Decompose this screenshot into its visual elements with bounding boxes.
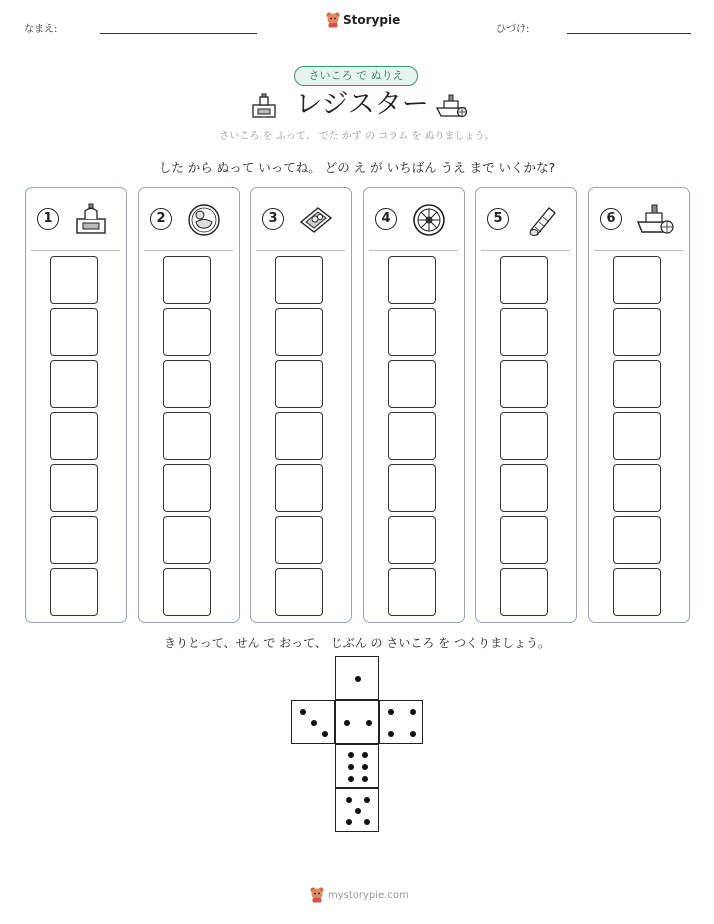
- dice-face: [335, 700, 379, 744]
- column-2: [138, 187, 240, 623]
- color-cell[interactable]: [275, 412, 323, 460]
- column-6: [588, 187, 690, 623]
- subtitle: さいころ を ふって、 でた かず の コラム を ぬりましょう。: [219, 131, 495, 142]
- date-label: ひづけ:: [496, 24, 530, 35]
- brand-name: Storypie: [343, 13, 401, 27]
- bear-icon: [326, 12, 340, 28]
- column-divider: [594, 250, 683, 251]
- color-cell[interactable]: [613, 464, 661, 512]
- column-number: 3: [262, 208, 284, 230]
- color-cell[interactable]: [50, 568, 98, 616]
- color-cell[interactable]: [50, 464, 98, 512]
- register-icon: [73, 202, 109, 238]
- color-cell[interactable]: [275, 360, 323, 408]
- color-cell[interactable]: [500, 412, 548, 460]
- dice-pip: [355, 676, 361, 682]
- column-divider: [481, 250, 570, 251]
- wheel-icon: [411, 202, 447, 238]
- date-line: [567, 33, 691, 34]
- column-divider: [144, 250, 233, 251]
- color-cell[interactable]: [500, 568, 548, 616]
- color-cell[interactable]: [500, 464, 548, 512]
- color-cell[interactable]: [500, 360, 548, 408]
- color-cell[interactable]: [500, 516, 548, 564]
- color-cell[interactable]: [388, 464, 436, 512]
- activity-tag: さいころ で ぬりえ: [294, 66, 418, 86]
- color-cell[interactable]: [50, 308, 98, 356]
- color-cell[interactable]: [163, 464, 211, 512]
- dice-pip: [410, 731, 416, 737]
- name-line: [100, 33, 257, 34]
- color-cell[interactable]: [613, 568, 661, 616]
- dice-face: [335, 744, 379, 788]
- dice-face: [335, 788, 379, 832]
- dice-pip: [348, 752, 354, 758]
- column-divider: [369, 250, 458, 251]
- dice-pip: [346, 797, 352, 803]
- dice-pip: [300, 709, 306, 715]
- footer-url: mystorypie.com: [328, 889, 409, 901]
- color-cell[interactable]: [388, 568, 436, 616]
- dice-pip: [364, 797, 370, 803]
- color-cell[interactable]: [388, 516, 436, 564]
- dice-pip: [362, 764, 368, 770]
- dice-pip: [346, 819, 352, 825]
- color-cell[interactable]: [275, 464, 323, 512]
- dice-face: [291, 700, 335, 744]
- duck-coin-icon: [186, 202, 222, 238]
- color-cell[interactable]: [388, 256, 436, 304]
- boat-icon: [636, 202, 676, 238]
- column-number: 2: [150, 208, 172, 230]
- dice-pip: [364, 819, 370, 825]
- color-cell[interactable]: [388, 360, 436, 408]
- dice-pip: [322, 731, 328, 737]
- page-title: レジスター: [295, 89, 429, 120]
- name-label: なまえ:: [24, 24, 58, 35]
- color-cell[interactable]: [163, 256, 211, 304]
- column-number: 1: [37, 208, 59, 230]
- dice-pip: [366, 720, 372, 726]
- color-cell[interactable]: [275, 308, 323, 356]
- brand-logo: [326, 12, 400, 28]
- color-cell[interactable]: [163, 412, 211, 460]
- color-cell[interactable]: [613, 516, 661, 564]
- column-4: [363, 187, 465, 623]
- color-cell[interactable]: [50, 412, 98, 460]
- color-cell[interactable]: [613, 256, 661, 304]
- column-divider: [31, 250, 120, 251]
- footer: [310, 887, 409, 903]
- dice-pip: [388, 731, 394, 737]
- coin-tray-icon: [298, 202, 334, 238]
- coin-roll-icon: [523, 202, 559, 238]
- dice-pip: [362, 776, 368, 782]
- column-number: 4: [375, 208, 397, 230]
- cutout-instruction: きりとって、せん で おって、 じぶん の さいころ を つくりましょう。: [164, 636, 550, 650]
- color-cell[interactable]: [388, 308, 436, 356]
- dice-pip: [355, 808, 361, 814]
- column-number: 6: [600, 208, 622, 230]
- color-cell[interactable]: [163, 516, 211, 564]
- color-cell[interactable]: [500, 256, 548, 304]
- color-cell[interactable]: [50, 516, 98, 564]
- dice-pip: [388, 709, 394, 715]
- color-cell[interactable]: [275, 568, 323, 616]
- dice-pip: [344, 720, 350, 726]
- column-3: [250, 187, 352, 623]
- column-number: 5: [487, 208, 509, 230]
- bear-icon: [310, 887, 324, 903]
- boat-icon: [435, 92, 469, 120]
- column-5: [475, 187, 577, 623]
- color-cell[interactable]: [613, 412, 661, 460]
- dice-pip: [348, 764, 354, 770]
- color-cell[interactable]: [275, 256, 323, 304]
- color-cell[interactable]: [50, 360, 98, 408]
- color-cell[interactable]: [50, 256, 98, 304]
- color-cell[interactable]: [613, 308, 661, 356]
- color-cell[interactable]: [163, 568, 211, 616]
- column-1: [25, 187, 127, 623]
- color-cell[interactable]: [500, 308, 548, 356]
- color-cell[interactable]: [613, 360, 661, 408]
- color-cell[interactable]: [163, 308, 211, 356]
- color-cell[interactable]: [275, 516, 323, 564]
- dice-face: [379, 700, 423, 744]
- question-text: した から ぬって いってね。 どの え が いちばん うえ まで いくかな?: [158, 160, 556, 175]
- color-cell[interactable]: [163, 360, 211, 408]
- dice-pip: [348, 776, 354, 782]
- dice-pip: [362, 752, 368, 758]
- column-divider: [256, 250, 345, 251]
- dice-pip: [410, 709, 416, 715]
- dice-pip: [311, 720, 317, 726]
- color-cell[interactable]: [388, 412, 436, 460]
- dice-face: [335, 656, 379, 700]
